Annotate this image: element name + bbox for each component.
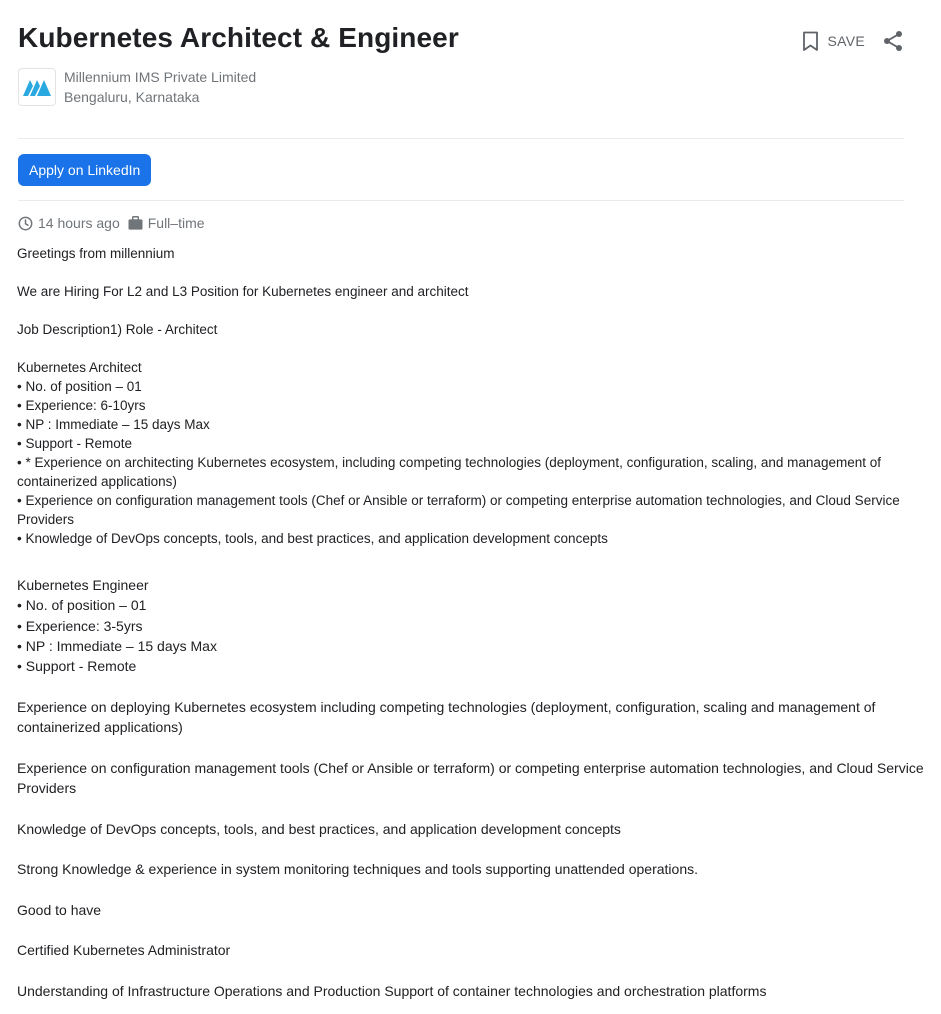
posted-time <box>18 215 120 231</box>
share-button[interactable] <box>883 30 903 52</box>
clock-icon <box>18 216 33 231</box>
engineer-item: • Experience: 3-5yrs <box>17 617 143 634</box>
apply-linkedin-button[interactable]: Apply on LinkedIn <box>18 154 151 186</box>
engineer-heading: Kubernetes Engineer <box>17 577 149 593</box>
company-logo <box>18 68 56 106</box>
desc-paragraph: Understanding of Infrastructure Operations and Production Support of container technologies and orchestration platforms <box>17 982 767 999</box>
job-location: Bengaluru, Karnataka <box>64 89 200 105</box>
desc-paragraph: Good to have <box>17 901 102 918</box>
divider <box>18 200 904 201</box>
architect-heading: Kubernetes Architect <box>17 360 142 375</box>
company-info <box>18 68 256 107</box>
architect-item: • Knowledge of DevOps concepts, tools, and best practices, and application development concepts <box>17 531 608 546</box>
architect-item: • * Experience on architecting Kubernetes ecosystem, including competing technologies (deployment, configuration, scaling, and management of containerized applications) <box>17 455 881 489</box>
desc-hiring: We are Hiring For L2 and L3 Position for Kubernetes engineer and architect <box>17 284 469 299</box>
engineer-item: • Support - Remote <box>17 658 137 675</box>
job-description-continued <box>17 575 927 1001</box>
desc-greeting: Greetings from millennium <box>17 246 175 261</box>
desc-paragraph: Experience on configuration management tools (Chef or Ansible or terraform) or competing enterprise automation technologies, and Cloud Service Providers <box>17 759 924 796</box>
architect-item: • Experience: 6-10yrs <box>17 398 146 413</box>
employment-type-text: Full–time <box>147 215 205 231</box>
job-meta <box>18 215 213 231</box>
engineer-item: • No. of position – 01 <box>17 597 147 614</box>
save-button[interactable] <box>802 31 865 52</box>
architect-item: • No. of position – 01 <box>17 379 142 394</box>
architect-item: • Support - Remote <box>17 436 133 451</box>
desc-paragraph: Experience on deploying Kubernetes ecosystem including competing technologies (deployment, configuration, scaling and management of containerized applications) <box>17 698 876 736</box>
share-icon <box>883 30 903 52</box>
briefcase-icon <box>128 216 143 230</box>
company-text <box>64 67 256 107</box>
job-description <box>17 244 927 548</box>
desc-paragraph: Certified Kubernetes Administrator <box>17 942 231 959</box>
architect-item: • Experience on configuration management tools (Chef or Ansible or terraform) or competing enterprise automation technologies, and Cloud Service Providers <box>17 493 900 527</box>
job-title: Kubernetes Architect & Engineer <box>18 22 459 53</box>
posted-text: 14 hours ago <box>38 215 120 231</box>
job-actions <box>802 30 903 52</box>
bookmark-icon <box>802 31 819 52</box>
save-label: SAVE <box>827 33 865 49</box>
architect-item: • NP : Immediate – 15 days Max <box>17 417 210 432</box>
engineer-item: • NP : Immediate – 15 days Max <box>17 637 217 654</box>
employment-type <box>128 215 205 231</box>
company-name: Millennium IMS Private Limited <box>64 69 257 85</box>
desc-paragraph: Knowledge of DevOps concepts, tools, and best practices, and application development concepts <box>17 820 621 837</box>
desc-paragraph: Strong Knowledge & experience in system monitoring techniques and tools supporting unattended operations. <box>17 861 698 878</box>
divider <box>18 138 904 139</box>
desc-job-description: Job Description1) Role - Architect <box>17 322 218 337</box>
